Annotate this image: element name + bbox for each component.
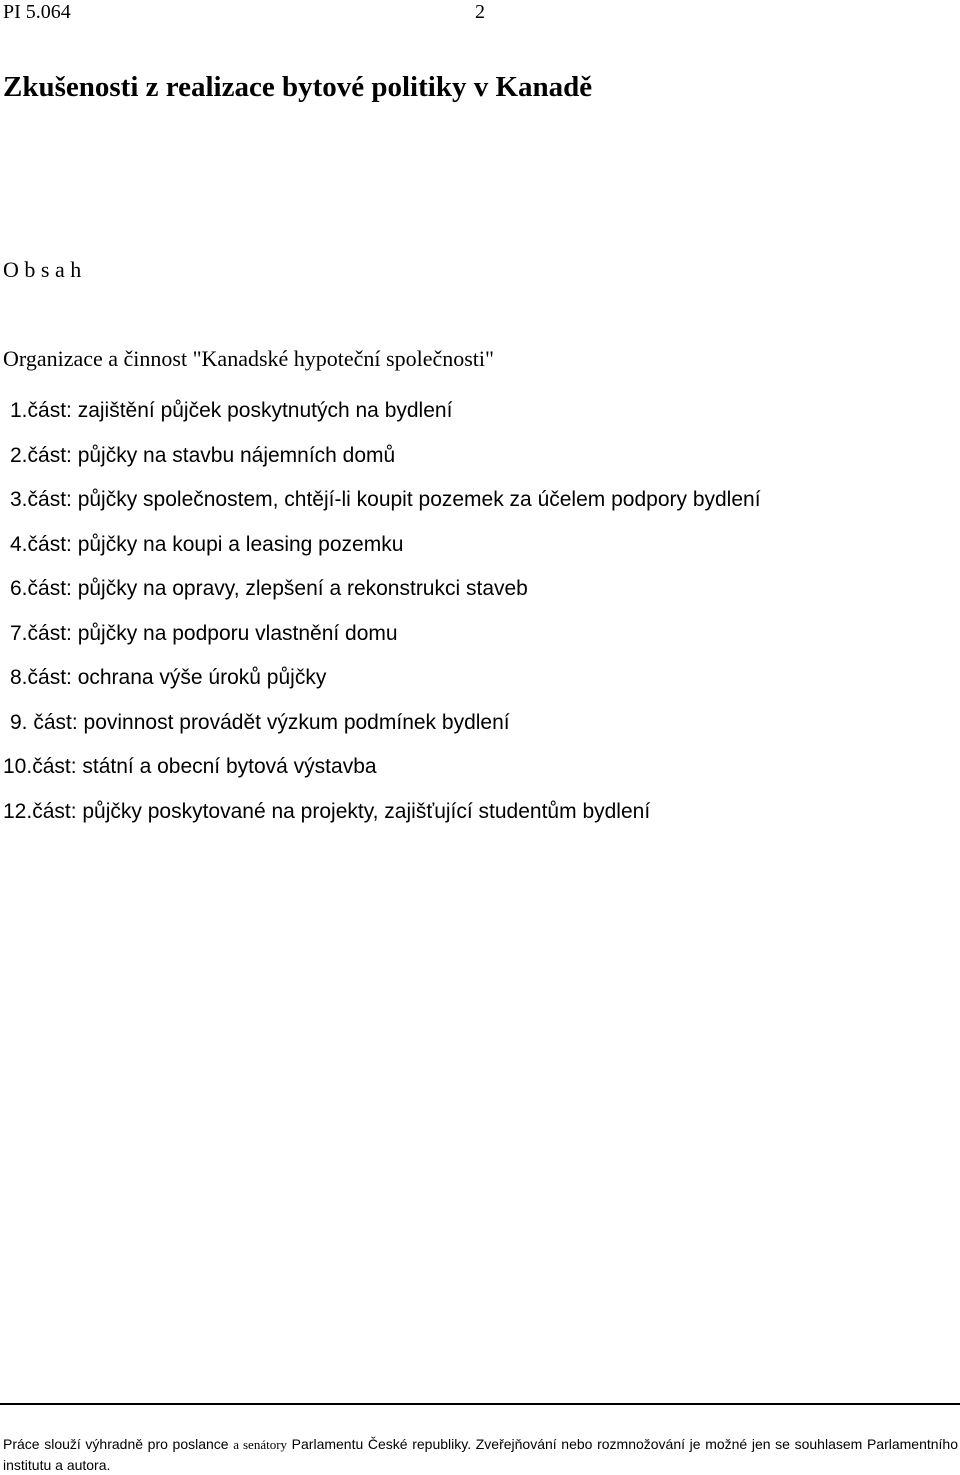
toc-item: 2.část: půjčky na stavbu nájemních domů [10, 443, 396, 467]
toc-item: 1.část: zajištění půjček poskytnutých na bydlení [10, 399, 453, 422]
toc-item: 6.část: půjčky na opravy, zlepšení a rekonstrukci staveb [10, 577, 528, 600]
footer-text-part3: Parlamentu České republiky. Zveřejňování nebo rozmnožování je možné jen se souhlasem Parlamentního institutu a autora. [3, 1436, 958, 1473]
page-number: 2 [475, 1, 485, 23]
footer-disclaimer [3, 1434, 958, 1475]
contents-heading: O b s a h [3, 257, 82, 282]
footer-text-part2: a senátory [233, 1437, 288, 1452]
footer-text-part1: Práce slouží výhradně pro poslance [3, 1436, 234, 1452]
toc-item: 10.část: státní a obecní bytová výstavba [3, 755, 377, 778]
toc-item: 9. část: povinnost provádět výzkum podmínek bydlení [10, 710, 510, 734]
footer-divider [0, 1403, 960, 1405]
table-of-contents [0, 389, 761, 834]
toc-item: 12.část: půjčky poskytované na projekty, zajišťující studentům bydlení [3, 799, 651, 823]
document-code: PI 5.064 [3, 1, 71, 23]
toc-item: 3.část: půjčky společnostem, chtějí-li koupit pozemek za účelem podpory bydlení [10, 488, 761, 511]
document-title: Zkušenosti z realizace bytové politiky v Kanadě [3, 71, 593, 103]
toc-item: 8.část: ochrana výše úroků půjčky [10, 666, 327, 689]
toc-item: 4.část: půjčky na koupi a leasing pozemku [10, 532, 404, 556]
toc-intro: Organizace a činnost "Kanadské hypoteční společnosti" [3, 346, 495, 371]
toc-item: 7.část: půjčky na podporu vlastnění domu [10, 621, 398, 645]
